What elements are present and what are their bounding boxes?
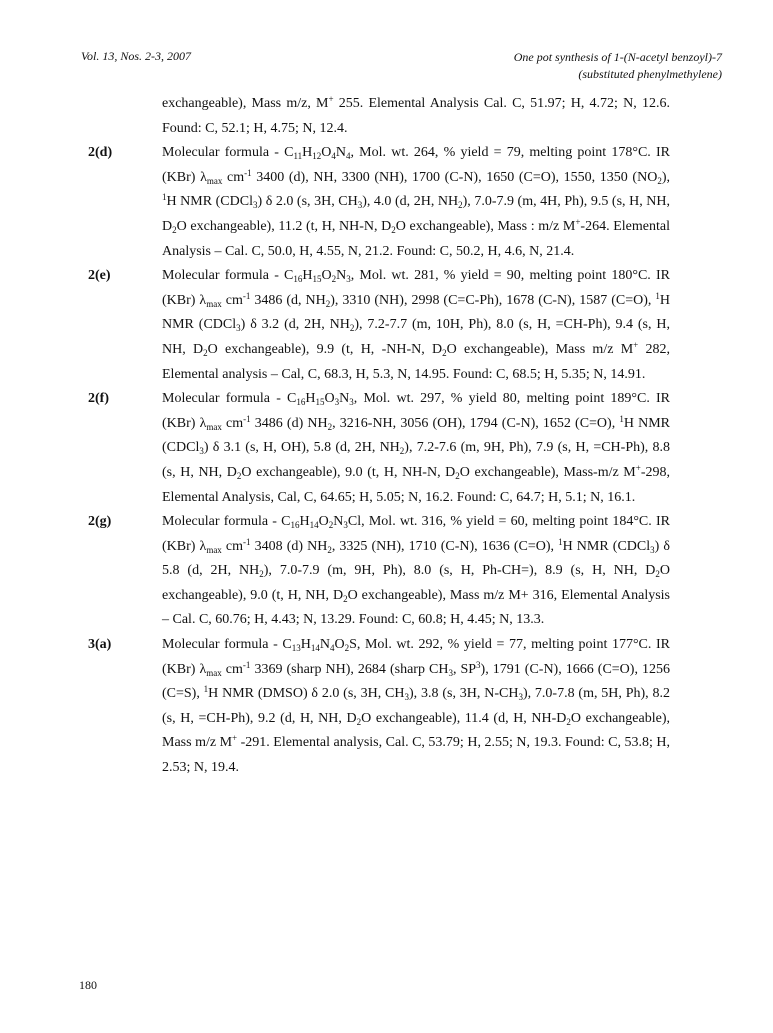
compound-entry [88,92,670,141]
compound-description: Molecular formula - $C_{16}H_{15}O_3N_3$, Mol. wt. 297, % yield 80, melting point 189°C. IR (KBr) $\lambda_{max}$ $cm^{-1}$ 3486 (d) $NH_2$, 3216-NH, 3056 (OH), 1794 (C-N), 1652 (C=O), $^1$H NMR (CDCl$_3$) δ 3.1 (s, H, OH), 5.8 (d, 2H, $NH_2$), 7.2-7.6 (m, 9H, Ph), 7.9 (s, H, =CH-Ph), 8.8 (s, H, NH, $D_2O$ exchangeable), 9.0 (t, H, NH-N, $D_2O$ exchangeable), Mass-m/z M+-298, Elemental Analysis, Cal, C, 64.65; H, 5.05; N, 16.2. Found: C, 64.7; H, 5.1; N, 16.1. [162,391,671,505]
compound-description: Molecular formula - $C_{11}H_{12}O_4N_4$, Mol. wt. 264, % yield = 79, melting point 178°C. IR (KBr) $\lambda_{max}$ $cm^{-1}$ 3400 (d), NH, 3300 (NH), 1700 (C-N), 1650 (C=O), 1550, 1350 $(NO_2)$, $^1$H NMR (CDCl$_3$) δ 2.0 (s, 3H, $CH_3$), 4.0 (d, 2H, $NH_2$), 7.0-7.9 (m, 4H, Ph), 9.5 (s, H, NH, $D_2O$ exchangeable), 11.2 (t, H, NH-N, $D_2O$ exchangeable), Mass : m/z M+-264. Elemental Analysis – Cal. C, 50.0, H, 4.55, N, 21.2. Found: C, 50.2, H, 4.6, N, 21.4. [162,145,670,259]
compound-description: Molecular formula - $C_{16}H_{15}O_2N_3$, Mol. wt. 281, % yield = 90, melting point 180°C. IR (KBr) $\lambda_{max}$ $cm^{-1}$ 3486 (d, $NH_2$), 3310 (NH), 2998 (C=C-Ph), 1678 (C-N), 1587 (C=O), $^1$H NMR (CDCl$_3$) δ 3.2 (d, 2H, $NH_2$), 7.2-7.7 (m, 10H, Ph), 8.0 (s, H, =CH-Ph), 9.4 (s, H, NH, $D_2O$ exchangeable), 9.9 (t, H, -NH-N, $D_2O$ exchangeable), Mass m/z M+ 282, Elemental analysis – Cal, C, 68.3, H, 5.3, N, 14.95. Found: C, 68.5; H, 5.35; N, 14.91. [162,268,671,382]
compound-entry [88,141,670,264]
compound-label: 2(g) [88,514,112,530]
body-text [88,92,670,781]
compound-entry [88,510,670,633]
compound-entry [88,387,670,510]
compound-description: exchangeable), Mass m/z, M+ 255. Elemental Analysis Cal. C, 51.97; H, 4.72; N, 12.6. Found: C, 52.1; H, 4.75; N, 12.4. [162,94,670,136]
compound-label: 2(e) [88,268,111,284]
compound-label: 2(d) [88,145,113,161]
running-header-left: Vol. 13, Nos. 2-3, 2007 [81,49,192,63]
compound-entry [88,633,670,781]
compound-description: Molecular formula - $C_{13}H_{14}N_4O_2S$, Mol. wt. 292, % yield = 77, melting point 177°C. IR (KBr) $\lambda_{max}$ $cm^{-1}$ 3369 (sharp NH), 2684 (sharp $CH_3$, $SP^3$), 1791 (C-N), 1666 (C=O), 1256 (C=S), $^1$H NMR (DMSO) δ 2.0 (s, 3H, $CH_3$), 3.8 (s, 3H, $N-CH_3$), 7.0-7.8 (m, 5H, Ph), 8.2 (s, H, =CH-Ph), 9.2 (d, H, NH, $D_2O$ exchangeable), 11.4 (d, H, $NH-D_2O$ exchangeable), Mass m/z M+ -291. Elemental analysis, Cal. C, 53.79; H, 2.55; N, 19.3. Found: C, 53.8; H, 2.53; N, 19.4. [162,637,671,776]
page-number: 180 [79,978,97,992]
compound-label: 3(a) [88,637,112,653]
running-header-right-line2: (substituted phenylmethylene) [578,67,722,81]
running-header-right [514,49,722,83]
compound-entry [88,264,670,387]
running-header-right-line1: One pot synthesis of 1-(N-acetyl benzoyl)-7 [513,50,722,64]
compound-description: Molecular formula - $C_{16}H_{14}O_2N_3Cl$, Mol. wt. 316, % yield = 60, melting point 184°C. IR (KBr) $\lambda_{max}$ $cm^{-1}$ 3408 (d) $NH_2$, 3325 (NH), 1710 (C-N), 1636 (C=O), $^1$H NMR (CDCl$_3$) δ 5.8 (d, 2H, $NH_2$), 7.0-7.9 (m, 9H, Ph), 8.0 (s, H, Ph-CH=), 8.9 (s, H, NH, $D_2O$ exchangeable), 9.0 (t, H, NH, $D_2O$ exchangeable), Mass m/z M+ 316, Elemental Analysis – Cal. C, 60.76; H, 4.43; N, 13.29. Found: C, 60.8; H, 4.45; N, 13.3. [162,514,670,628]
compound-label: 2(f) [88,391,109,407]
